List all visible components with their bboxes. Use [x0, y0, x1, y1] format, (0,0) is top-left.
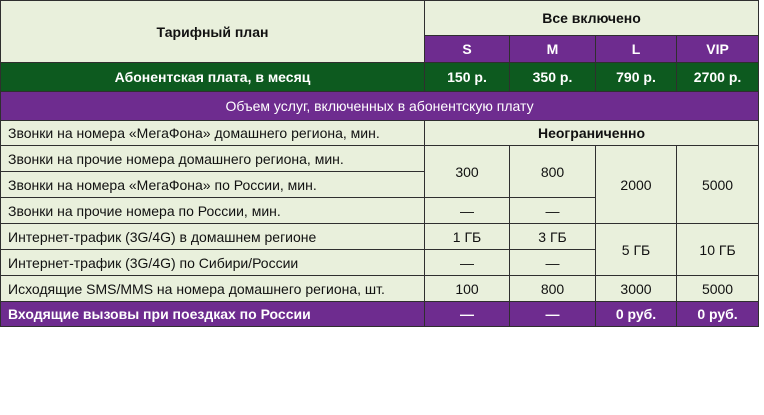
incoming-m: — [510, 302, 596, 327]
fee-vip: 2700 р. [677, 63, 759, 92]
row-label-sms-mms: Исходящие SMS/MMS на номера домашнего региона, шт. [1, 276, 425, 302]
plan-header-l: L [596, 36, 677, 63]
row-label-calls-megafon-russia: Звонки на номера «МегаФона» по России, мин. [1, 172, 425, 198]
calls-l-value: 2000 [596, 146, 677, 224]
sms-s: 100 [425, 276, 510, 302]
plan-header-vip: VIP [677, 36, 759, 63]
calls-m-value: 800 [510, 146, 596, 198]
sms-m: 800 [510, 276, 596, 302]
internet-siberia-m: — [510, 250, 596, 276]
calls-vip-value: 5000 [677, 146, 759, 224]
incoming-l: 0 руб. [596, 302, 677, 327]
header-plan-label: Тарифный план [1, 1, 425, 63]
internet-home-s: 1 ГБ [425, 224, 510, 250]
header-group-label: Все включено [425, 1, 759, 36]
row-label-internet-home: Интернет-трафик (3G/4G) в домашнем регионе [1, 224, 425, 250]
fee-s: 150 р. [425, 63, 510, 92]
internet-home-m: 3 ГБ [510, 224, 596, 250]
internet-siberia-s: — [425, 250, 510, 276]
plan-header-s: S [425, 36, 510, 63]
sms-vip: 5000 [677, 276, 759, 302]
unlimited-value: Неограниченно [425, 121, 759, 146]
section-title: Объем услуг, включенных в абонентскую плату [1, 92, 759, 121]
incoming-s: — [425, 302, 510, 327]
fee-l: 790 р. [596, 63, 677, 92]
calls-other-russia-s: — [425, 198, 510, 224]
internet-vip-value: 10 ГБ [677, 224, 759, 276]
sms-l: 3000 [596, 276, 677, 302]
row-label-calls-megafon-home: Звонки на номера «МегаФона» домашнего региона, мин. [1, 121, 425, 146]
internet-l-value: 5 ГБ [596, 224, 677, 276]
calls-other-russia-m: — [510, 198, 596, 224]
row-label-calls-other-russia: Звонки на прочие номера по России, мин. [1, 198, 425, 224]
row-label-internet-siberia: Интернет-трафик (3G/4G) по Сибири/России [1, 250, 425, 276]
plan-header-m: M [510, 36, 596, 63]
row-label-incoming-roaming: Входящие вызовы при поездках по России [1, 302, 425, 327]
fee-label: Абонентская плата, в месяц [1, 63, 425, 92]
row-label-calls-other-home: Звонки на прочие номера домашнего региона, мин. [1, 146, 425, 172]
calls-s-value: 300 [425, 146, 510, 198]
incoming-vip: 0 руб. [677, 302, 759, 327]
fee-m: 350 р. [510, 63, 596, 92]
